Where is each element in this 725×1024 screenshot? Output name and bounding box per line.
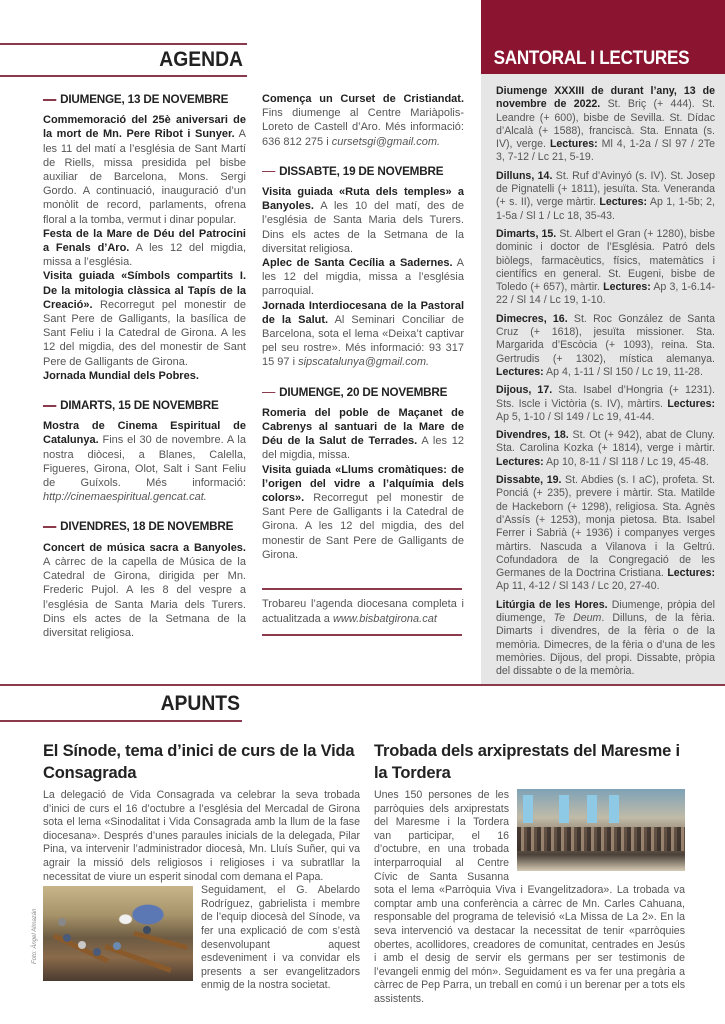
event-title: Jornada Interdiocesana de la Pastoral de la Salut. xyxy=(262,299,464,326)
agenda-event xyxy=(43,269,246,368)
apunts-title: APUNTS xyxy=(160,692,240,715)
note-rule-bottom xyxy=(262,634,462,636)
agenda-event xyxy=(262,256,464,299)
event-text: A càrrec de la capella de Música de la Catedral de Girona, dirigida per Mn. Frederic Pujol. A les 8 del vespre a l’església de Santa Maria dels Turers. Dins els actes de la Setmana de la diversitat religiosa. xyxy=(43,555,246,639)
church-gathering-photo xyxy=(43,886,193,981)
agenda-rule-top xyxy=(0,43,247,45)
event-title: Concert de música sacra a Banyoles. xyxy=(43,541,246,554)
agenda-event xyxy=(43,541,246,640)
santoral-entry: Dijous, 17. Sta. Isabel d’Hongria (+ 1231). Sts. Iscle i Victòria (s. IV), màrtirs. Lectures: Ap 5, 1-10 / Sl 149 / Lc 19, 41-44. xyxy=(496,384,715,423)
santoral-entry: Dissabte, 19. St. Abdies (s. I aC), profeta. St. Ponciá (+ 235), prevere i màrtir. Sta. Matilde de Hackeborn (+ 1298), religiosa. Sta. Agnès d’Assís (+ 1253), monja pietosa. Bta. Isabel Ferrer i Sabrià (+ 1936) i companyes verges màrtirs. Nascuda a Vilanova i la Geltrú. Cofundadora de la Congregació de les Germanes de la Doctrina Cristiana. Lectures: Ap 11, 4-12 / Sl 143 / Lc 20, 27-40. xyxy=(496,474,715,593)
agenda-note: Trobareu l’agenda diocesana completa i actualitzada a www.bisbatgirona.cat xyxy=(262,598,464,626)
agenda-event xyxy=(43,227,246,270)
dash-icon xyxy=(262,171,275,173)
agenda-rule-bottom xyxy=(0,75,247,77)
event-title: Comença un Curset de Cristiandat. xyxy=(262,93,464,105)
santoral-entry-liturgia: Litúrgia de les Hores. Diumenge, pròpia del diumenge, Te Deum. Dilluns, de la fèria. Dimarts i divendres, de la fèria o de la memòria. Dimecres, de la fèria o d’una de les memòries. Dijous, del propi. Dissabte, pròpia del dissabte o de la memòria. xyxy=(496,598,715,678)
agenda-event xyxy=(262,185,464,256)
event-text: Fins el 30 de novembre. A la nostra diòcesi, a Blanes, Calella, Figueres, Girona, Olot, Salt i Sant Feliu de Guíxols. Més informació: xyxy=(43,434,246,490)
dash-icon xyxy=(43,405,56,407)
event-title: Aplec de Santa Cecília a Sadernes. xyxy=(262,257,453,270)
agenda-event xyxy=(262,92,464,149)
event-text: A les 10 del matí, des de l’església de Santa Maria dels Turers. Dins els actes de la Setmana de la diversitat religiosa. xyxy=(262,200,464,255)
article-1-figure xyxy=(29,884,201,983)
event-text: A les 11 del matí a l’església de Sant Martí de Riells, missa presidida pel bisbe auxiliar de Barcelona, Mons. Sergi Gordo. A continuació, inauguració d’un monòlit de record, parlaments, ofrena floral a la tomba, vermut i dinar popular. xyxy=(43,128,246,226)
event-title: Commemoració del 25è aniversari de la mort de Mn. Pere Ribot i Sunyer. xyxy=(43,114,246,141)
day-heading: DIVENDRES, 18 DE NOVEMBRE xyxy=(43,519,236,533)
dash-icon xyxy=(262,392,275,394)
website-link[interactable]: www.bisbatgirona.cat xyxy=(332,613,437,626)
event-title: Festa de la Mare de Déu del Patrocini a Fenals d’Aro. xyxy=(43,227,246,255)
agenda-column-2 xyxy=(262,92,464,636)
santoral-entry: Dimecres, 16. St. Roc González de Santa Cruz (+ 1618), jesuïta missioner. Sta. Margarida d’Escòcia (+ 1093), reina. Sta. Gertrudis (+ 1302), mística alemanya. Lectures: Ap 4, 1-11 / Sl 150 / Lc 19, 11-28. xyxy=(496,312,715,378)
event-link[interactable]: sipscatalunya@gmail.com. xyxy=(298,356,430,369)
agenda-event xyxy=(43,369,246,383)
apunts-rule xyxy=(0,720,242,722)
day-heading: DISSABTE, 19 DE NOVEMBRE xyxy=(262,164,454,178)
event-text: Recorregut pel monestir de Sant Pere de Galligants, la basílica de Sant Feliu i la Catedral de Girona. A les 12 del migdia, des del monestir de Sant Pere de Galligants de Girona. xyxy=(43,298,246,368)
agenda-event xyxy=(43,419,246,504)
event-title: Jornada Mundial dels Pobres. xyxy=(43,369,199,382)
santoral-entry: Divendres, 18. St. Ot (+ 942), abat de Cluny. Sta. Carolina Kozka (+ 1814), verge i màrtir. Lectures: Ap 10, 8-11 / Sl 118 / Lc 19, 45-48. xyxy=(496,429,715,468)
santoral-entry: Diumenge XXXIII de durant l’any, 13 de novembre de 2022. St. Briç (+ 444). St. Leandre (+ 600), bisbe de Sevilla. St. Dídac d’Alcalà (+ 1588), franciscà. Sta. Ennata (s. IV), verge. Lectures: Ml 4, 1-2a / Sl 97 / 2Te 3, 7-12 / Lc 21, 5-19. xyxy=(496,85,716,164)
event-text: A les 12 del migdia, missa a l’església parroquial. xyxy=(262,257,464,298)
day-heading: DIMARTS, 15 DE NOVEMBRE xyxy=(43,398,236,412)
santoral-title: SANTORAL I LECTURES xyxy=(493,48,690,69)
day-heading: DIUMENGE, 20 DE NOVEMBRE xyxy=(262,385,454,399)
event-title: Romeria del poble de Maçanet de Cabrenys al santuari de la Mare de Déu de la Salut de Terrades. xyxy=(262,406,464,448)
event-text: A les 12 del migdia, missa. xyxy=(262,435,465,462)
event-text: Fins diumenge al Centre Mariàpolis-Loreto de Castell d’Aro. Més informació: 636 812 275 i xyxy=(262,107,464,148)
agenda-column-1 xyxy=(43,92,246,640)
santoral-entry: Dimarts, 15. St. Albert el Gran (+ 1280), bisbe dominic i doctor de l’Església. Patró dels biòlegs, farmacèutics, físics, matemàtics i científics en general. St. Eugeni, bisbe de Toledo (+ 657), màrtir. Lectures: Ap 3, 1-6.14-22 / Sl 14 / Lc 19, 1-10. xyxy=(496,227,716,307)
event-title: Visita guiada «Llums cromàtiques: de l’origen del vidre a l’alquímia dels colors». xyxy=(262,463,464,505)
agenda-title: AGENDA xyxy=(159,48,243,71)
event-link[interactable]: http://cinemaespiritual.gencat.cat. xyxy=(43,491,207,504)
agenda-event xyxy=(262,299,464,370)
event-title: Visita guiada «Símbols compartits I. De la mitologia clàssica al Tapís de la Creació». xyxy=(43,270,246,311)
article-2-paragraph: Unes 150 persones de les parròquies dels arxiprestats del Maresme i la Tordera van participar, el 16 d’octubre, en una trobada interparroquial al Centre Cívic de Santa Susanna sota el lema «Parròquia Viva i Evangelitzadora». La trobada va comptar amb una conferència a càrrec de Mn. Carles Cahuana, responsable del programa de televisió «La Missa de La 2». En la seva intervenció va destacar la necessitat de tenir «parròquies obertes, acollidores, creadores de comunitat, centrades en Jesús i amb el desig de servir els germans per ser testimonis de l’evangeli enmig del món». Seguidament es va fer una pregària a càrrec de Pep Parra, un treball en comú i un berenar per a tots els assistents. xyxy=(374,789,685,1005)
santoral-panel xyxy=(481,74,725,684)
article-1-paragraph-2: Seguidament, el G. Abelardo Rodríguez, gabrielista i membre de l’equip diocesà del Sínode, va fer una explicació de com s’està desenvolupant aquest esdeveniment i va convidar els presents a ser evangelitzadors enmig de la nostra societat. xyxy=(201,884,360,992)
article-2-title: Trobada dels arxiprestats del Maresme i la Tordera xyxy=(374,742,680,782)
article-1-paragraph-1: La delegació de Vida Consagrada va celebrar la seva trobada d’inici de curs el 16 d’octubre a l’església del Mercadal de Girona sota el lema «Sinodalitat i Vida Consagrada amb la llum de la fase diocesana». Després d’unes paraules inicials de la delegada, Pilar Pina, va intervenir l’administrador diocesà, Mn. Lluís Suñer, qui va agrair la missió dels religiosos i religioses i va subratllar la necessitat de viure un esperit sinodal com demana el Papa. xyxy=(43,789,360,883)
article-1-title: El Sínode, tema d’inici de curs de la Vida Consagrada xyxy=(43,742,355,782)
santoral-entry: Dilluns, 14. St. Ruf d’Avinyó (s. IV). St. Josep de Pignatelli (+ 1811), jesuïta. Sta. Veneranda (+ s. II), verge màrtir. Lectures: Ap 1, 1-5b; 2, 1-5a / Sl 1 / Lc 18, 35-43. xyxy=(496,169,715,222)
event-text: Al Seminari Conciliar de Barcelona, sota el lema «Deixa’t captivar pel seu rostre». Més informació: 93 317 15 97 i xyxy=(262,313,464,369)
event-text: A les 12 del migdia, missa a l’església. xyxy=(43,242,246,269)
event-text: Recorregut pel monestir de Sant Pere de Galligants i la Catedral de Girona. A les 12 del migdia, des del monestir de Sant Pere de Galligants de Girona. xyxy=(262,492,464,561)
photo-credit: Foto: Àngel Almazán xyxy=(32,908,38,965)
agenda-event xyxy=(43,113,246,227)
article-1-body xyxy=(32,789,360,993)
day-heading: DIUMENGE, 13 DE NOVEMBRE xyxy=(43,92,236,106)
agenda-event xyxy=(262,406,464,463)
event-title: Mostra de Cinema Espiritual de Catalunya. xyxy=(43,420,246,447)
section-divider xyxy=(0,684,725,686)
event-link[interactable]: cursetsgi@gmail.com. xyxy=(331,135,441,148)
dash-icon xyxy=(43,526,56,528)
dash-icon xyxy=(43,99,56,101)
article-2-body xyxy=(374,789,685,1007)
parish-meeting-photo xyxy=(517,789,685,871)
event-title: Visita guiada «Ruta dels temples» a Banyoles. xyxy=(262,186,464,213)
agenda-event xyxy=(262,463,464,562)
